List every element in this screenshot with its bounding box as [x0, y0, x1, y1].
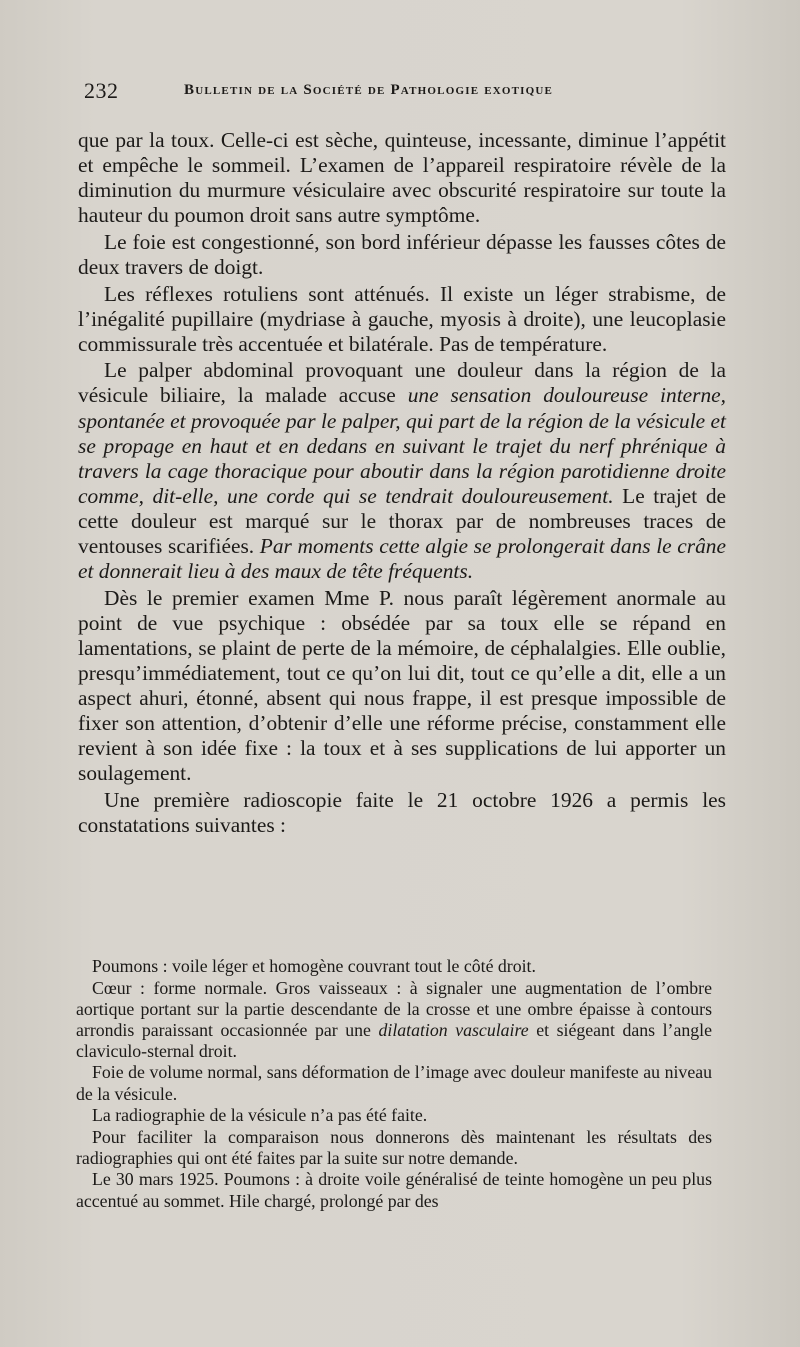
- running-title: Bulletin de la Société de Pathologie exotique: [184, 82, 554, 98]
- paragraph-cough: que par la toux. Celle-ci est sèche, quinteuse, incessante, diminue l’appétit et empêche le sommeil. L’examen de l’appareil respiratoire révèle de la diminution du murmure vésiculaire avec obscurité respiratoire sur toute la hauteur du poumon droit sans autre symptôme.: [78, 128, 726, 228]
- finding-gallbladder: La radiographie de la vésicule n’a pas été faite.: [92, 1105, 428, 1126]
- finding-liver: Foie de volume normal, sans déformation de l’image avec douleur manifeste au niveau de la vésicule.: [76, 1062, 712, 1104]
- palpation-italic-quote: une sensation douloureuse interne, spontanée et provoquée par le palper, qui part de la région de la vésicule et se propage en haut et en dedans en suivant le trajet du nerf phrénique à travers la cage thoracique pour aboutir dans la région parotidienne droite comme, dit-elle, une corde qui se tendrait douloureusement.: [78, 383, 726, 508]
- paragraph-abdominal-palpation: [78, 358, 726, 584]
- heart-italic-term: dilatation vasculaire: [378, 1019, 529, 1040]
- heart-text-end: et siégeant dans l’angle claviculo-sternal droit.: [76, 1019, 712, 1061]
- paragraph-reflexes: Les réflexes rotuliens sont atténués. Il existe un léger strabisme, de l’inégalité pupillaire (mydriase à gauche, myosis à droite), une leucoplasie commissurale très accentuée et bilatérale. Pas de température.: [78, 281, 726, 356]
- paragraph-radioscopy-intro: Une première radioscopie faite le 21 octobre 1926 a permis les constatations suivantes :: [78, 787, 726, 838]
- paragraph-psychic-state: Dès le premier examen Mme P. nous paraît légèrement anormale au point de vue psychique : obsédée par sa toux elle se répand en lamentations, se plaint de perte de la mémoire, de céphalalgies. Elle oublie, presqu’immédiatement, tout ce qu’on lui dit, tout ce qu’elle a dit, elle a un aspect ahuri, étonné, absent qui nous frappe, il est presque impossible de fixer son attention, d’obtenir d’elle une réforme précise, constamment elle revient à son idée fixe : la toux et à ses supplications de lui apporter un soulagement.: [78, 585, 726, 786]
- main-text: [78, 128, 726, 840]
- finding-march-1925: Le 30 mars 1925. Poumons : à droite voile généralisé de teinte homogène un peu plus accentué au sommet. Hile chargé, prolongé par des: [76, 1169, 712, 1211]
- page-number: 232: [84, 78, 119, 103]
- finding-heart: [76, 978, 712, 1062]
- palpation-text-middle: Le trajet de cette douleur est marqué sur le thorax par de nombreuses traces de ventouses scarifiées.: [78, 483, 727, 558]
- heart-text-start: Cœur : forme normale. Gros vaisseaux : à signaler une augmentation de l’ombre aortique portant sur la partie descendante de la crosse et une ombre épaisse à contours arrondis paraissant occasionnée par une: [76, 977, 712, 1040]
- radioscopy-findings: [76, 956, 712, 1212]
- page-header: [84, 76, 724, 106]
- palpation-italic-headache: Par moments cette algie se prolongerait dans le crâne et donnerait lieu à des maux de tête fréquents.: [78, 534, 726, 584]
- finding-lungs: Poumons : voile léger et homogène couvrant tout le côté droit.: [92, 956, 536, 976]
- finding-comparison: Pour faciliter la comparaison nous donnerons dès maintenant les résultats des radiographies qui ont été faites par la suite sur notre demande.: [76, 1126, 712, 1168]
- palpation-text-start: Le palper abdominal provoquant une douleur dans la région de la vésicule biliaire, la malade accuse: [78, 358, 726, 408]
- paragraph-liver: Le foie est congestionné, son bord inférieur dépasse les fausses côtes de deux travers de doigt.: [78, 229, 726, 279]
